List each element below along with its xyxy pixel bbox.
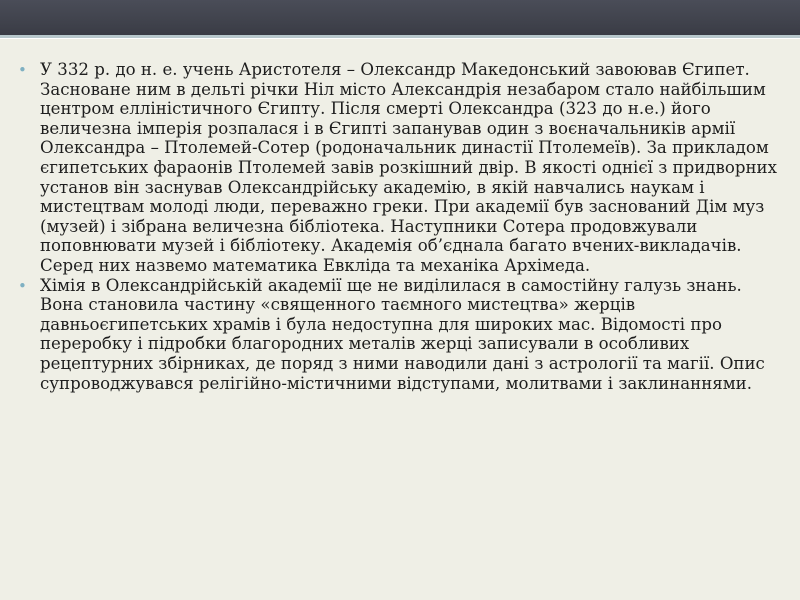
bullet-text: Хімія в Олександрійській академії ще не виділилася в самостійну галузь знань. Вона становила частину «священного таємного мистецтва» жерців давньоєгипетських храмів і була недоступна для широких мас. Відомості про переробку і підробки благородних металів жерці записували в особливих рецептурних збірниках, де поряд з ними наводили дані з астрології та магії. Опис супроводжувався релігійно-містичними відступами, молитвами і заклинаннями. [40,275,765,393]
bullet-item [14,60,790,276]
bullet-dot-icon: • [18,276,27,295]
bullet-item [14,276,790,394]
header-divider [0,38,800,39]
bullet-dot-icon: • [18,61,27,79]
slide-content [14,60,790,393]
bullet-text: У 332 р. до н. е. учень Аристотеля – Олександр Македонський завоював Єгипет. Засноване ним в дельті річки Ніл місто Александрія незабаром стало найбільшим центром елліністичного Єгипту. Після смерті Олександра (323 до н.е.) його величезна імперія розпалася і в Єгипті запанував один з воєначальників армії Олександра – Птолемей-Сотер (родоначальник династії Птолемеїв). За прикладом єгипетських фараонів Птолемей завів розкішний двір. В якості однієї з придворних установ він заснував Олександрійську академію, в якій навчались наукам і мистецтвам молоді люди, переважно греки. При академії був заснований Дім муз (музей) і зібрана величезна бібліотека. Наступники Сотера продовжували поповнювати музей і бібліотеку. Академія об’єднала багато вчених-викладачів. Серед них назвемо математика Евкліда та механіка Архімеда. [40,60,777,275]
header-bar [0,0,800,35]
bullet-list [14,60,790,393]
